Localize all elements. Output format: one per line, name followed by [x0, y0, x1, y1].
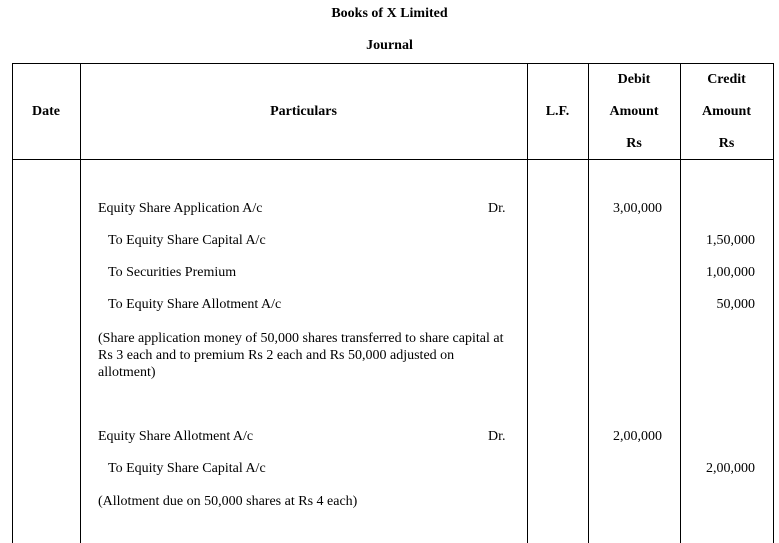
- header-credit-line1: Credit: [707, 72, 746, 87]
- credit-amount: 2,00,000: [706, 461, 755, 476]
- credit-account: To Securities Premium: [108, 265, 237, 280]
- header-credit-line2: Amount: [701, 104, 751, 119]
- dr-marker: Dr.: [488, 201, 506, 216]
- credit-account: To Equity Share Capital A/c: [108, 461, 266, 476]
- header-debit-line3: Rs: [626, 136, 642, 151]
- credit-amount: 50,000: [716, 297, 755, 312]
- header-lf: L.F.: [545, 104, 570, 119]
- header-credit-line3: Rs: [718, 136, 735, 151]
- header-particulars: Particulars: [270, 104, 337, 119]
- credit-account: To Equity Share Allotment A/c: [108, 297, 282, 312]
- header-debit-line2: Amount: [609, 104, 659, 119]
- credit-amount: 1,50,000: [706, 233, 755, 248]
- credit-amount: 1,00,000: [706, 265, 755, 280]
- dr-marker: Dr.: [488, 429, 506, 444]
- debit-account: Equity Share Application A/c: [98, 201, 263, 216]
- date-column-divider: [80, 63, 81, 543]
- header-date: Date: [32, 104, 60, 119]
- particulars-column-divider: [527, 63, 528, 543]
- credit-account: To Equity Share Capital A/c: [108, 233, 266, 248]
- table-top-border: [12, 63, 773, 64]
- narration: (Share application money of 50,000 shares transferred to share capital at Rs 3 each and to premium Rs 2 each and Rs 50,000 adjusted on allotment): [98, 331, 504, 380]
- debit-amount: 2,00,000: [613, 429, 662, 444]
- header-bottom-border: [12, 159, 773, 160]
- table-left-border: [12, 63, 13, 543]
- journal-title: Journal: [366, 38, 413, 53]
- company-title: Books of X Limited: [331, 6, 448, 21]
- lf-column-divider: [588, 63, 589, 543]
- debit-account: Equity Share Allotment A/c: [98, 429, 254, 444]
- narration: (Allotment due on 50,000 shares at Rs 4 each): [98, 494, 358, 509]
- header-debit-line1: Debit: [617, 72, 651, 87]
- table-right-border: [773, 63, 774, 543]
- debit-amount: 3,00,000: [613, 201, 662, 216]
